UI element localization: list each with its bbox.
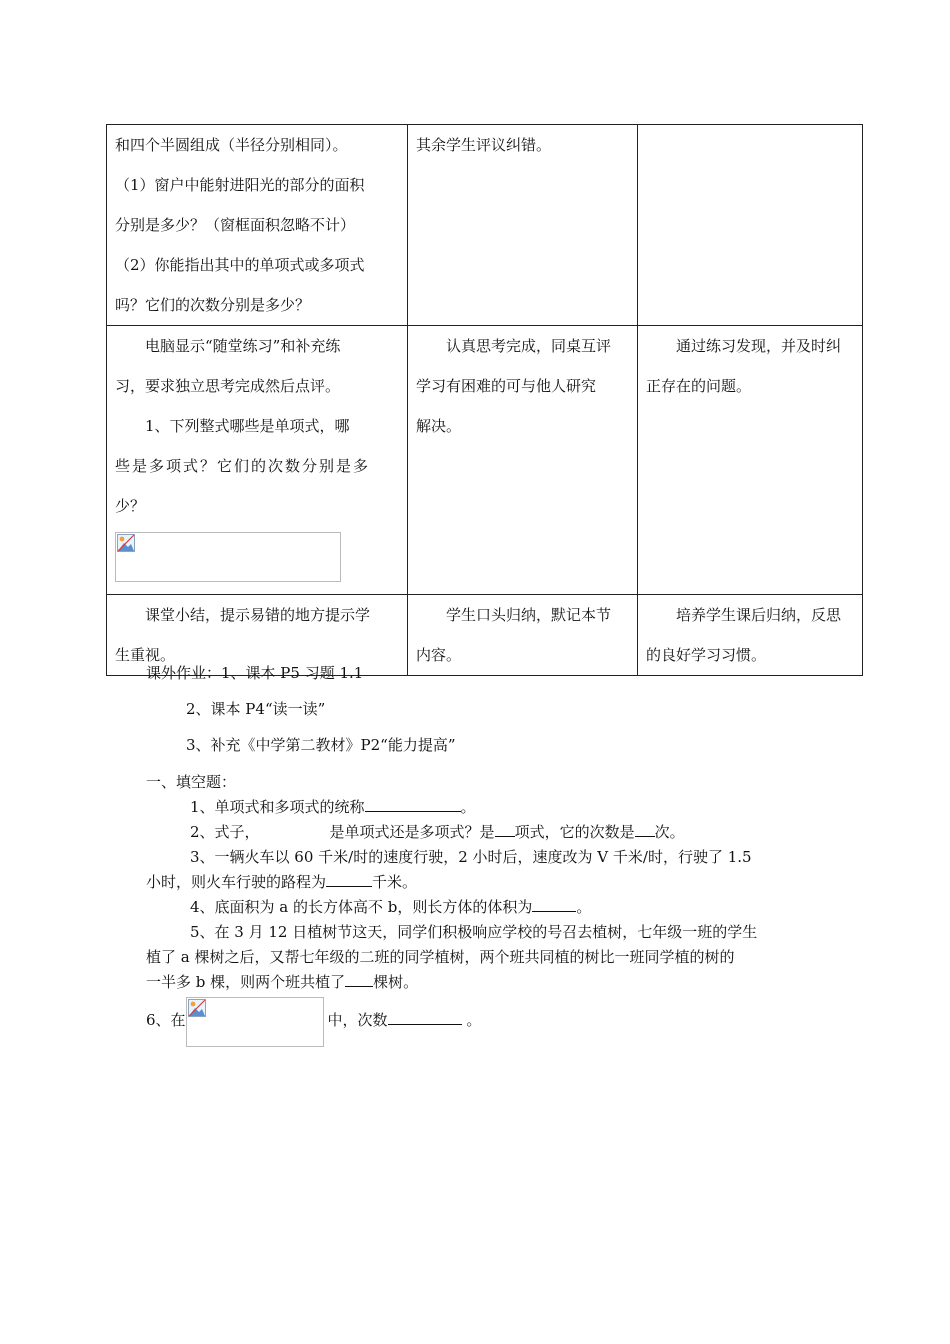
question-text: 6、在 (146, 1011, 186, 1029)
question-1 (146, 795, 816, 820)
cell-text: 通过练习发现，并及时纠 (676, 337, 842, 355)
answer-blank (495, 822, 515, 837)
lesson-plan-table (106, 124, 863, 676)
cell-text: 的良好学习习惯。 (646, 646, 767, 664)
question-text: 次。 (654, 823, 685, 841)
cell-text: 1、下列整式哪些是单项式，哪 (145, 417, 350, 435)
answer-blank (532, 897, 576, 912)
table-cell (408, 125, 638, 326)
image-placeholder (186, 997, 324, 1047)
cell-text: 和四个半圆组成（半径分别相同）。 (115, 136, 348, 154)
question-6-text (328, 997, 482, 1043)
cell-text: 内容。 (416, 646, 462, 664)
cell-text: 认真思考完成，同桌互评 (446, 337, 612, 355)
question-text: 。 (460, 798, 476, 816)
question-text: 3、一辆火车以 60 千米/时的速度行驶，2 小时后，速度改为 V 千米/时，行驶了 1.5 (190, 848, 752, 866)
broken-image-icon (117, 534, 135, 552)
cell-text: 培养学生课后归纳，反思 (676, 606, 842, 624)
cell-text: 学生口头归纳，默记本节 (446, 606, 612, 624)
question-5-cont (146, 945, 816, 970)
cell-text: 其余学生评议纠错。 (416, 136, 552, 154)
image-placeholder (115, 532, 341, 582)
answer-blank (635, 822, 655, 837)
question-text: 是单项式还是多项式？是 (329, 823, 495, 841)
table-cell (107, 125, 408, 326)
question-5 (146, 920, 816, 945)
question-4 (146, 895, 816, 920)
question-3 (146, 845, 816, 870)
question-text: 2、式子， (190, 823, 260, 841)
section-title: 一、填空题： (146, 773, 237, 791)
question-text: 5、在 3 月 12 日植树节这天，同学们积极响应学校的号召去植树，七年级一班的学生 (190, 923, 758, 941)
answer-blank (365, 797, 461, 812)
cell-text: 解决。 (416, 417, 462, 435)
homework-line: 2、课本 P4“读一读” (186, 700, 326, 718)
question-text: 4、底面积为 a 的长方体高不 b，则长方体的体积为 (190, 898, 533, 916)
cell-text: 正存在的问题。 (646, 377, 752, 395)
cell-text: （1）窗户中能射进阳光的部分的面积 (115, 176, 365, 194)
question-5-cont (146, 970, 816, 995)
question-text: 千米。 (372, 873, 418, 891)
question-3-cont (146, 870, 816, 895)
question-2 (146, 820, 816, 845)
answer-blank (388, 1010, 462, 1025)
question-text: 小时，则火车行驶的路程为 (146, 873, 327, 891)
question-text: 植了 a 棵树之后，又帮七年级的二班的同学植树，两个班共同植的树比一班同学植的树的 (146, 948, 735, 966)
table-cell (638, 326, 863, 595)
question-text: 一半多 b 棵，则两个班共植了 (146, 973, 346, 991)
cell-text: 课堂小结，提示易错的地方提示学 (145, 606, 371, 624)
cell-text: 吗？它们的次数分别是多少？ (115, 296, 311, 314)
cell-text: 些是多项式？它们的次数分别是多 (115, 457, 371, 475)
broken-image-icon (188, 999, 206, 1017)
table-cell (408, 326, 638, 595)
cell-text: 少？ (115, 497, 146, 515)
cell-text: 电脑显示“随堂练习”和补充练 (145, 337, 341, 355)
question-text: 。 (576, 898, 592, 916)
table-cell (107, 326, 408, 595)
cell-text: 学习有困难的可与他人研究 (416, 377, 597, 395)
answer-blank (326, 872, 372, 887)
question-6 (146, 997, 816, 1047)
table-row (107, 326, 863, 595)
homework-line: 课外作业：1、课本 P5 习题 1.1 (146, 664, 364, 682)
question-text: 1、单项式和多项式的统称 (190, 798, 365, 816)
question-text: 中，次数 (327, 1011, 388, 1029)
question-text: 项式，它的次数是 (514, 823, 635, 841)
question-text: 棵树。 (373, 973, 419, 991)
homework-line: 3、补充《中学第二教材》P2“能力提高” (186, 736, 456, 754)
after-table-content (146, 655, 816, 1047)
question-text: 。 (466, 1011, 482, 1029)
table-row (107, 125, 863, 326)
answer-blank (345, 972, 373, 987)
cell-text: 生重视。 (115, 646, 176, 664)
cell-text: 分别是多少？（窗框面积忽略不计） (115, 216, 356, 234)
cell-text: 习，要求独立思考完成然后点评。 (115, 377, 341, 395)
cell-text: （2）你能指出其中的单项式或多项式 (115, 256, 365, 274)
table-cell (638, 125, 863, 326)
